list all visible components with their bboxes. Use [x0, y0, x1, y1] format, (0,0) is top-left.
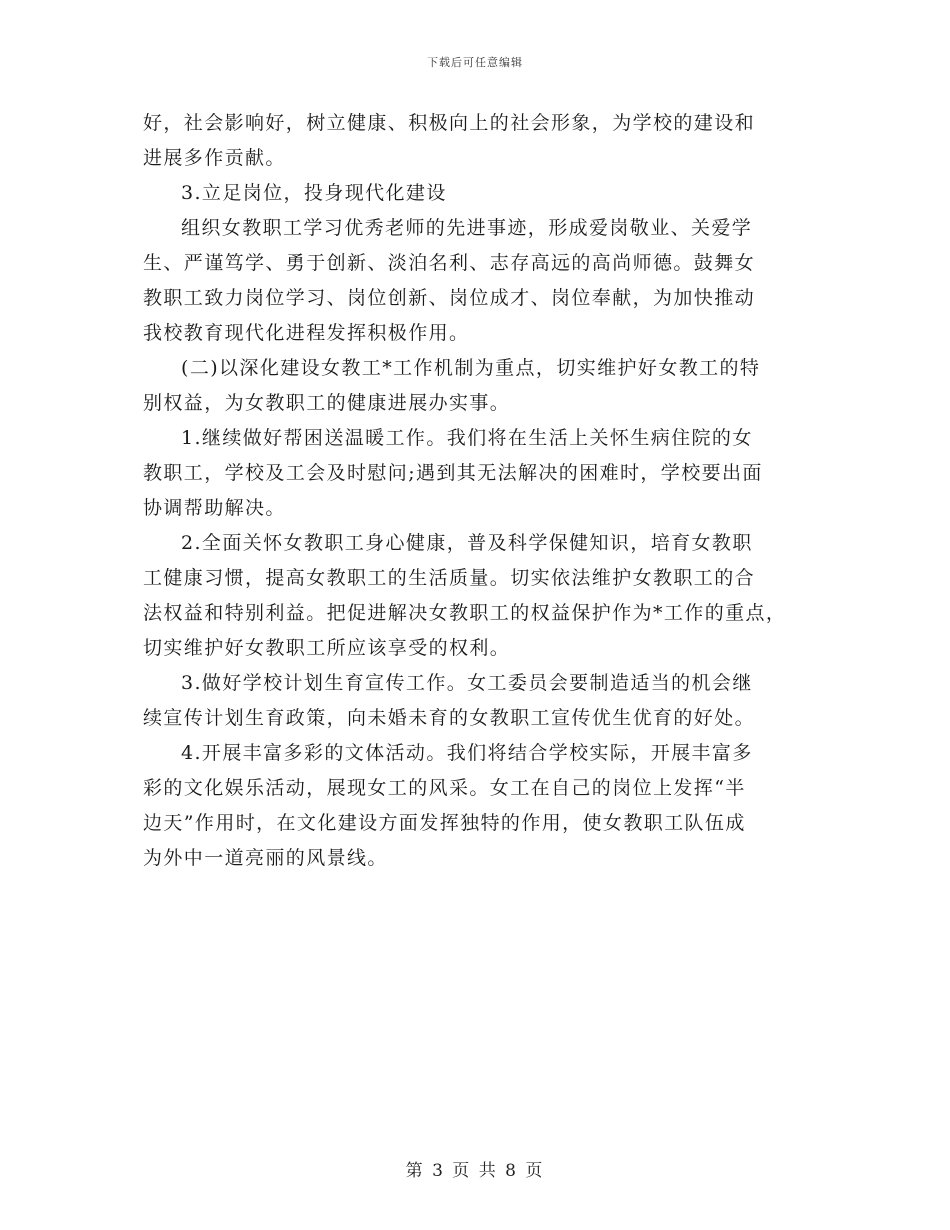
body-line: 组织女教职工学习优秀老师的先进事迹，形成爱岗敬业、关爱学 [181, 217, 753, 239]
body-line: 边天”作用时，在文化建设方面发挥独特的作用，使女教职工队伍成 [143, 812, 746, 834]
body-line: 教职工致力岗位学习、岗位创新、岗位成才、岗位奉献，为加快推动 [143, 287, 756, 309]
section-heading: (二)以深化建设女教工*工作机制为重点，切实维护好女教工的特 [181, 357, 761, 379]
body-line: 彩的文化娱乐活动，展现女工的风采。女工在自己的岗位上发挥“半 [143, 777, 746, 799]
body-line: 生、严谨笃学、勇于创新、淡泊名利、志存高远的高尚师德。鼓舞女 [143, 252, 756, 274]
body-line: 1.继续做好帮困送温暖工作。我们将在生活上关怀生病住院的女 [181, 427, 753, 449]
body-line: 好，社会影响好，树立健康、积极向上的社会形象，为学校的建设和 [143, 112, 756, 134]
body-line: 我校教育现代化进程发挥积极作用。 [143, 322, 470, 344]
body-line: 别权益，为女教职工的健康进展办实事。 [143, 392, 511, 414]
body-line: 4.开展丰富多彩的文体活动。我们将结合学校实际，开展丰富多 [181, 742, 753, 764]
body-line: 续宣传计划生育政策，向未婚未育的女教职工宣传优生优育的好处。 [143, 707, 756, 729]
body-line: 2.全面关怀女教职工身心健康，普及科学保健知识，培育女教职 [181, 532, 753, 554]
page-header: 下载后可任意编辑 [427, 56, 523, 69]
body-line: 协调帮助解决。 [143, 497, 286, 519]
body-line: 工健康习惯，提高女教职工的生活质量。切实依法维护女教职工的合 [143, 567, 756, 589]
body-line: 切实维护好女教职工所应该享受的权利。 [143, 637, 511, 659]
body-line: 3.做好学校计划生育宣传工作。女工委员会要制造适当的机会继 [181, 672, 753, 694]
section-heading: 3.立足岗位，投身现代化建设 [181, 182, 447, 204]
document-body [143, 106, 823, 876]
body-line: 法权益和特别利益。把促进解决女教职工的权益保护作为*工作的重点， [143, 602, 787, 624]
body-line: 进展多作贡献。 [143, 147, 286, 169]
page-number: 第 3 页 共 8 页 [405, 1161, 545, 1181]
body-line: 教职工，学校及工会及时慰问;遇到其无法解决的困难时，学校要出面 [143, 462, 763, 484]
body-line: 为外中一道亮丽的风景线。 [143, 847, 388, 869]
